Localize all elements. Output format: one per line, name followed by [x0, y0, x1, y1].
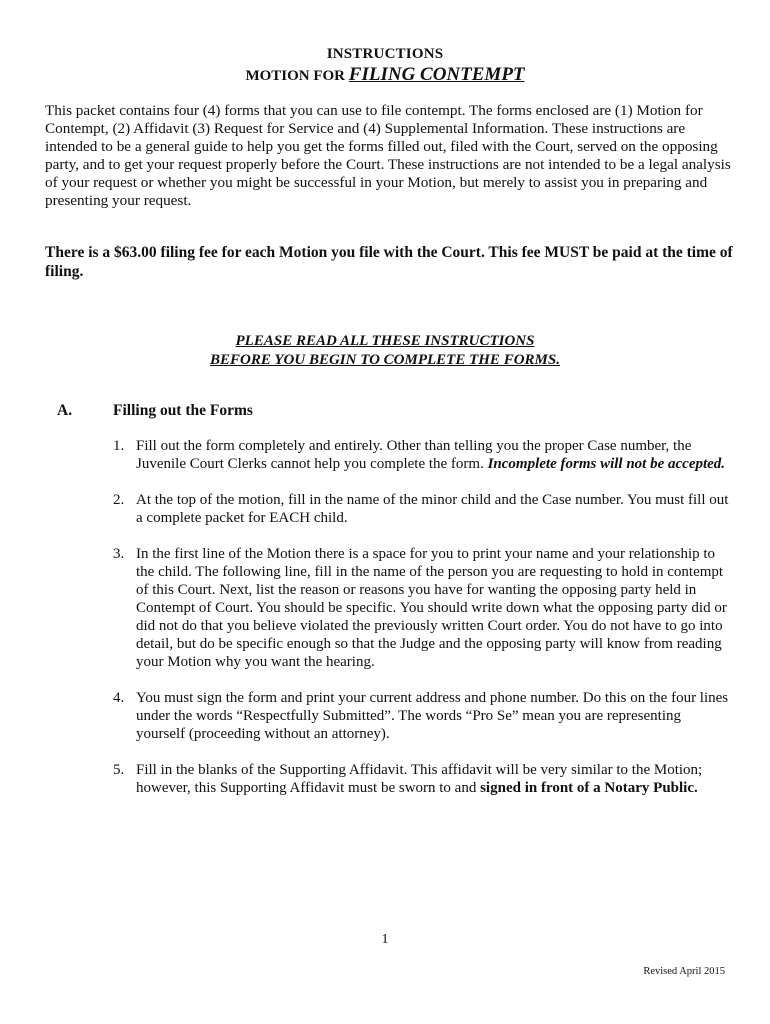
please-read-line2: BEFORE YOU BEGIN TO COMPLETE THE FORMS. — [210, 352, 560, 368]
subtitle-prefix: MOTION FOR — [245, 68, 349, 84]
list-item — [113, 437, 733, 473]
list-item — [113, 689, 733, 743]
page-number: 1 — [381, 932, 389, 947]
subtitle-emphasis: FILING CONTEMPT — [348, 64, 525, 85]
item-emphasis: signed in front of a Notary Public. — [480, 780, 698, 796]
list-item — [113, 491, 733, 527]
list-item — [113, 761, 733, 797]
item-text: At the top of the motion, fill in the name of the minor child and the Case number. You must fill out a complete packet for EACH child. — [136, 492, 729, 526]
item-text: Fill in the blanks of the Supporting Affidavit. This affidavit will be very similar to the Motion; however, this Supporting Affidavit must be sworn to and — [136, 762, 703, 796]
revision-date: Revised April 2015 — [643, 966, 725, 977]
please-read-notice — [0, 332, 770, 370]
item-number: 1. — [113, 438, 125, 454]
section-letter: A. — [57, 402, 73, 419]
intro-paragraph: This packet contains four (4) forms that you can use to file contempt. The forms enclosed are (1) Motion for Contempt, (2) Affidavit (3) Request for Service and (4) Supplemental Information. These instructions are intended to be a general guide to help you get the forms filled out, filed with the Court, served on the opposing party, and to get your request properly before the Court. These instructions are not intended to be a legal analysis of your request or whether you might be successful in your Motion, but merely to assist you in preparing and presenting your request. — [45, 102, 731, 209]
please-read-line1: PLEASE READ ALL THESE INSTRUCTIONS — [235, 333, 535, 349]
fee-notice: There is a $63.00 filing fee for each Motion you file with the Court. This fee MUST be paid at the time of filing. — [45, 244, 733, 280]
item-emphasis: Incomplete forms will not be accepted. — [487, 456, 726, 472]
item-number: 5. — [113, 762, 125, 778]
instruction-list — [113, 437, 733, 815]
item-number: 4. — [113, 690, 125, 706]
document-title: INSTRUCTIONS — [326, 46, 444, 62]
item-text: In the first line of the Motion there is a space for you to print your name and your relationship to the child. The following line, fill in the name of the person you are requesting to hold in contempt of this Court. Next, list the reason or reasons you have for wanting the opposing party held in Contempt of Court. You should be specific. You should write down what the opposing party did or did not do that you believe violated the previously written Court order. You do not have to go into detail, but do be specific enough so that the Judge and the opposing party will know from reading your Motion why you want the hearing. — [136, 546, 727, 670]
list-item — [113, 545, 733, 671]
item-text: Fill out the form completely and entirely. Other than telling you the proper Case number, the Juvenile Court Clerks cannot help you complete the form. — [136, 438, 692, 472]
document-subtitle — [0, 64, 770, 86]
item-number: 2. — [113, 492, 125, 508]
item-number: 3. — [113, 546, 125, 562]
section-heading: Filling out the Forms — [113, 402, 253, 419]
item-text: You must sign the form and print your current address and phone number. Do this on the four lines under the words “Respectfully Submitted”. The words “Pro Se” mean you are representing yourself (proceeding without an attorney). — [136, 690, 729, 742]
